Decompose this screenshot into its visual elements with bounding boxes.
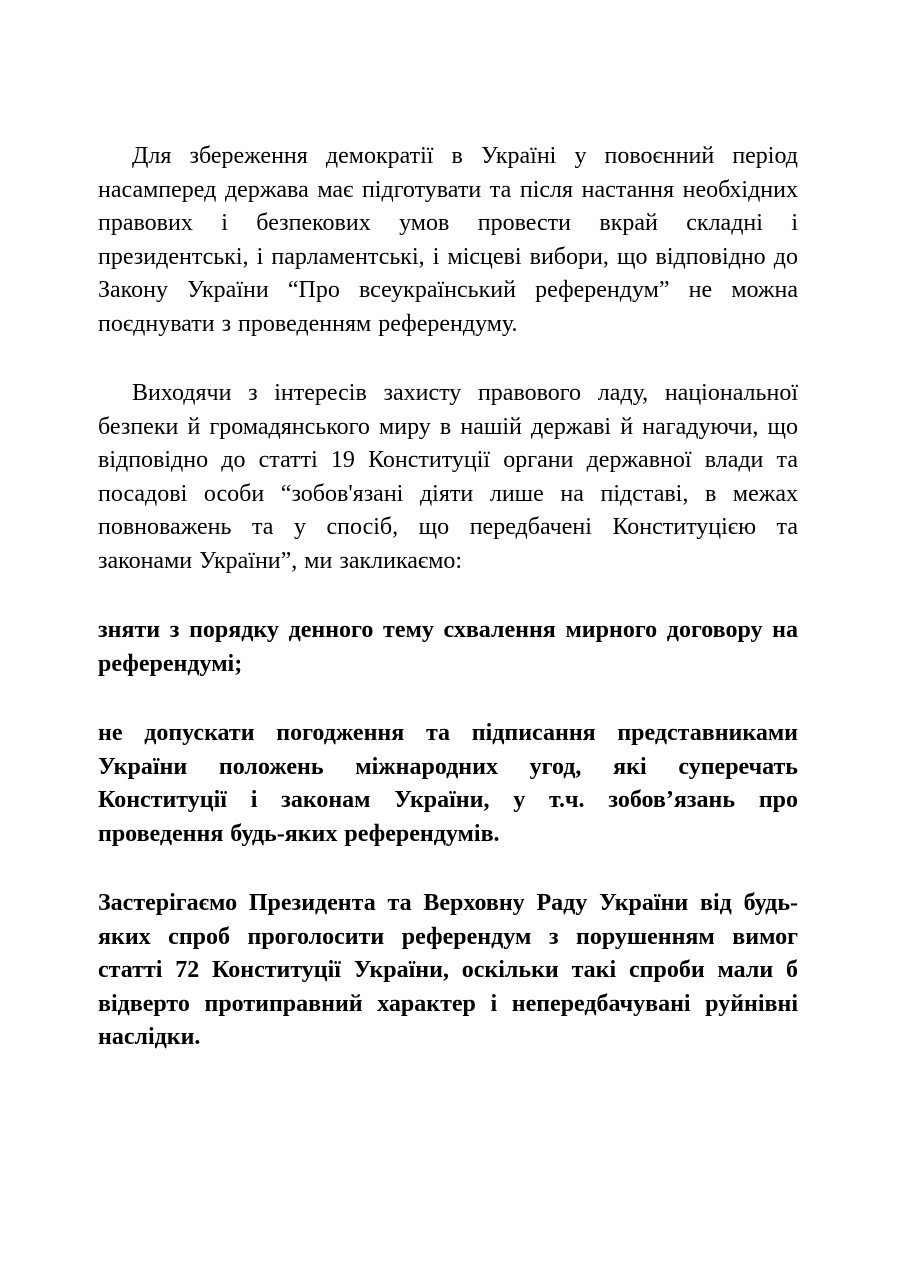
paragraph-demand-remove-referendum: зняти з порядку денного тему схвалення мирного договору на референдумі; — [98, 617, 798, 677]
paragraph-legal-basis-appeal: Виходячи з інтересів захисту правового ладу, національної безпеки й громадянського миру в нашій державі й нагадуючи, що відповідно до статті 19 Конституції органи державної влади та посадові особи “зобов'язані діяти лише на підставі, в межах повноважень та у спосіб, що передбачені Конституцією та законами України”, ми закликаємо: — [98, 380, 798, 574]
document-body — [98, 140, 798, 1091]
paragraph-demand-no-agreements: не допускати погодження та підписання представниками України положень міжнародних угод, які суперечать Конституції і законам України, у т.ч. зобов’язань про проведення будь-яких референдумів. — [98, 720, 798, 847]
paragraph-warning-president-parliament: Застерігаємо Президента та Верховну Раду України від будь-яких спроб проголосити референдум з порушенням вимог статті 72 Конституції України, оскільки такі спроби мали б відверто протиправний характер і непередбачувані руйнівні наслідки. — [98, 890, 798, 1050]
paragraph-intro-elections: Для збереження демократії в Україні у повоєнний період насамперед держава має підготувати та після настання необхідних правових і безпекових умов провести вкрай складні і президентські, і парламентські, і місцеві вибори, що відповідно до Закону України “Про всеукраїнський референдум” не можна поєднувати з проведенням референдуму. — [98, 143, 798, 337]
